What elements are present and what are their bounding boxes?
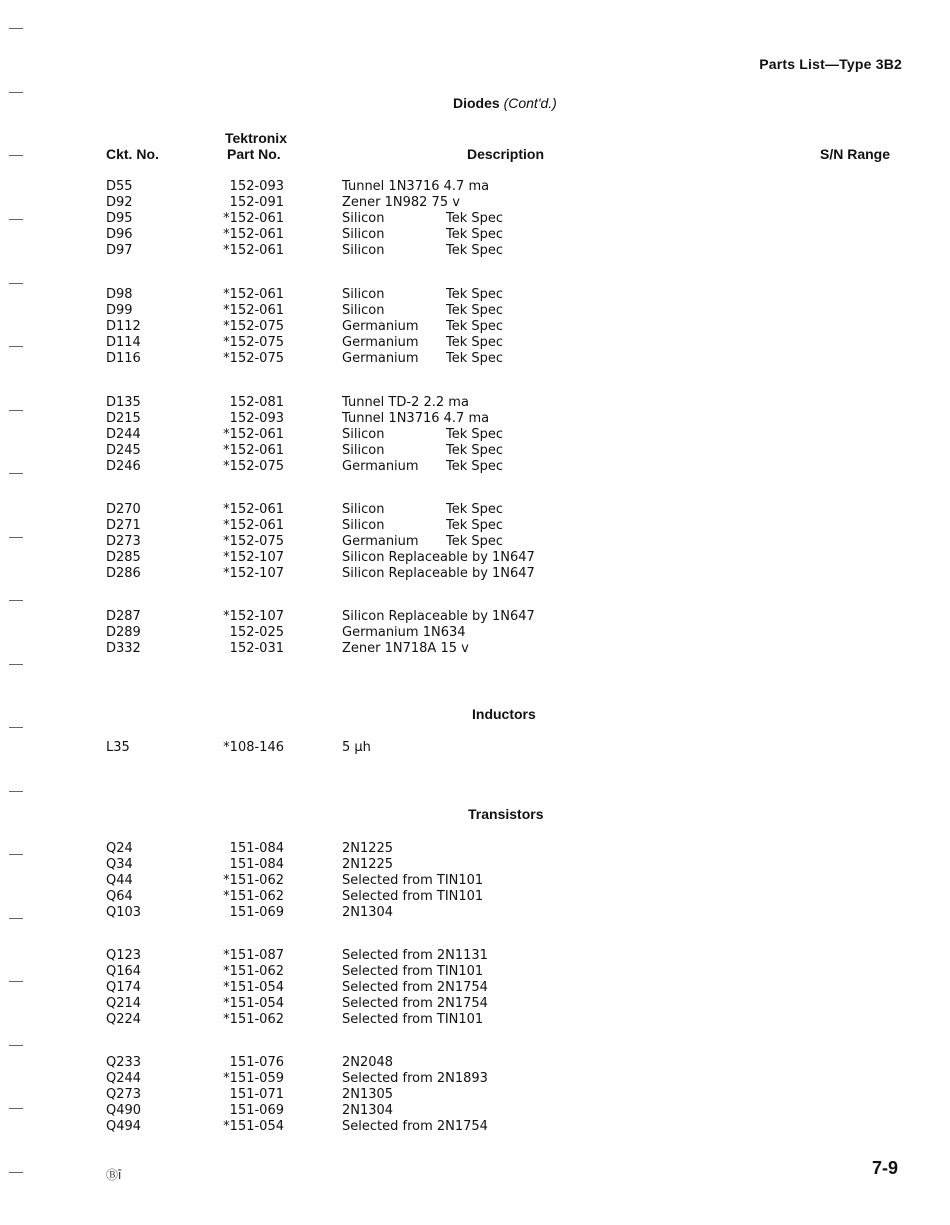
ckt-no: Q24 (106, 841, 133, 856)
table-row (0, 841, 950, 857)
ckt-no: D99 (106, 302, 133, 318)
part-no: 152-093 (229, 410, 284, 426)
table-row (0, 1103, 950, 1119)
description: Selected from 2N1754 (342, 979, 488, 995)
ckt-no: D114 (106, 334, 141, 350)
table-row (0, 319, 950, 335)
table-row (0, 625, 950, 641)
table-row (0, 948, 950, 964)
ckt-no: Q224 (106, 1011, 142, 1027)
ckt-no: D289 (106, 624, 141, 640)
column-header-tektronix: Tektronix (225, 130, 287, 146)
description: Germanium 1N634 (342, 624, 466, 640)
part-no: 152-091 (229, 194, 284, 210)
description: 2N1304 (342, 1102, 394, 1118)
margin-mark (9, 1045, 23, 1046)
description: Silicon (342, 502, 385, 517)
description-spec: Tek Spec (446, 502, 504, 517)
ckt-no: Q44 (106, 872, 133, 888)
description: Silicon (342, 426, 385, 442)
ckt-no: Q214 (106, 995, 142, 1011)
table-row (0, 1087, 950, 1103)
part-no: *151-054 (223, 995, 284, 1011)
description: Germanium (342, 458, 419, 474)
part-no: *151-054 (223, 979, 284, 995)
table-row (0, 211, 950, 227)
part-no: *152-061 (223, 426, 284, 442)
description: Silicon (342, 210, 385, 226)
description: 5 μh (342, 740, 371, 755)
ckt-no: D135 (106, 395, 141, 410)
description: Selected from 2N1131 (342, 948, 488, 963)
ckt-no: Q34 (106, 856, 133, 872)
description-spec: Tek Spec (446, 442, 504, 458)
description: Selected from TIN101 (342, 872, 484, 888)
table-row (0, 303, 950, 319)
description-spec: Tek Spec (446, 533, 504, 549)
part-no: *151-059 (223, 1070, 284, 1086)
part-no: 152-081 (229, 395, 284, 410)
part-no: 151-069 (229, 1102, 284, 1118)
page-number: 7-9 (871, 1158, 898, 1178)
description-spec: Tek Spec (446, 302, 504, 318)
part-no: 151-076 (229, 1055, 284, 1070)
part-no: *151-062 (223, 1011, 284, 1027)
ckt-no: D98 (106, 287, 133, 302)
description: Zener 1N982 75 v (342, 194, 460, 210)
table-row (0, 502, 950, 518)
table-row (0, 740, 950, 756)
description: 2N1305 (342, 1086, 394, 1102)
transistors-section-title: Transistors (468, 806, 544, 822)
column-header-part: Part No. (227, 146, 281, 162)
part-no: *152-061 (223, 287, 284, 302)
table-row (0, 427, 950, 443)
part-no: 151-084 (229, 841, 284, 856)
description-spec: Tek Spec (446, 458, 504, 474)
part-no: *152-061 (223, 502, 284, 517)
part-no: 152-025 (229, 624, 284, 640)
margin-mark (9, 1172, 23, 1173)
ckt-no: D244 (106, 426, 141, 442)
ckt-no: D245 (106, 442, 141, 458)
table-row (0, 287, 950, 303)
part-no: *151-062 (223, 963, 284, 979)
part-no: 152-093 (229, 179, 284, 194)
column-header-ckt: Ckt. No. (106, 146, 159, 162)
inductors-section-title: Inductors (472, 706, 536, 722)
description: Selected from TIN101 (342, 888, 484, 904)
section-title-sub: (Cont'd.) (503, 95, 557, 111)
description-spec: Tek Spec (446, 426, 504, 442)
ckt-no: D287 (106, 609, 141, 624)
margin-mark (9, 664, 23, 665)
description: Tunnel 1N3716 4.7 ma (342, 179, 490, 194)
description: Germanium (342, 533, 419, 549)
ckt-no: D96 (106, 226, 133, 242)
part-no: 151-069 (229, 904, 284, 920)
ckt-no: D285 (106, 549, 141, 565)
table-row (0, 518, 950, 534)
description: 2N1225 (342, 856, 394, 872)
description-spec: Tek Spec (446, 210, 504, 226)
column-header-sn-range: S/N Range (820, 146, 891, 162)
part-no: *152-075 (223, 318, 284, 334)
margin-mark (9, 283, 23, 284)
description-spec: Tek Spec (446, 517, 504, 533)
part-no: *152-061 (223, 302, 284, 318)
tektronix-logo: Ⓑī (106, 1168, 122, 1182)
diodes-section-title (453, 95, 557, 111)
description: Silicon Replaceable by 1N647 (342, 565, 535, 581)
description: Germanium (342, 350, 419, 366)
ckt-no: D270 (106, 502, 141, 517)
table-row (0, 905, 950, 921)
part-no: *152-061 (223, 442, 284, 458)
page-header: Parts List—Type 3B2 (759, 56, 902, 72)
description-spec: Tek Spec (446, 350, 504, 366)
part-no: *152-061 (223, 226, 284, 242)
table-row (0, 964, 950, 980)
part-no: *152-061 (223, 210, 284, 226)
table-row (0, 411, 950, 427)
table-row (0, 1055, 950, 1071)
description: Germanium (342, 318, 419, 334)
description: Tunnel 1N3716 4.7 ma (342, 410, 490, 426)
part-no: *108-146 (223, 740, 284, 755)
description-spec: Tek Spec (446, 226, 504, 242)
part-no: *151-054 (223, 1118, 284, 1134)
ckt-no: D95 (106, 210, 133, 226)
part-no: 152-031 (229, 640, 284, 656)
table-row (0, 1071, 950, 1087)
table-row (0, 873, 950, 889)
part-no: *152-061 (223, 517, 284, 533)
description: Zener 1N718A 15 v (342, 640, 469, 656)
ckt-no: D97 (106, 242, 133, 258)
description: Silicon Replaceable by 1N647 (342, 549, 535, 565)
ckt-no: D271 (106, 517, 141, 533)
margin-mark (9, 92, 23, 93)
description: Selected from 2N1754 (342, 995, 488, 1011)
ckt-no: Q64 (106, 888, 133, 904)
margin-mark (9, 28, 23, 29)
part-no: *152-107 (223, 549, 284, 565)
margin-mark (9, 727, 23, 728)
table-row (0, 641, 950, 657)
table-row (0, 227, 950, 243)
ckt-no: L35 (106, 740, 130, 755)
table-row (0, 996, 950, 1012)
description: Selected from 2N1754 (342, 1118, 488, 1134)
table-row (0, 351, 950, 367)
description: Silicon (342, 242, 385, 258)
table-row (0, 1119, 950, 1135)
ckt-no: D332 (106, 640, 141, 656)
part-no: *152-107 (223, 565, 284, 581)
part-no: *152-075 (223, 458, 284, 474)
table-row (0, 179, 950, 195)
ckt-no: Q494 (106, 1118, 142, 1134)
description: Selected from TIN101 (342, 1011, 484, 1027)
ckt-no: Q174 (106, 979, 142, 995)
table-row (0, 566, 950, 582)
description: 2N1304 (342, 904, 394, 920)
description-spec: Tek Spec (446, 287, 504, 302)
ckt-no: Q490 (106, 1102, 142, 1118)
margin-mark (9, 155, 23, 156)
description: Tunnel TD-2 2.2 ma (342, 395, 469, 410)
table-row (0, 243, 950, 259)
table-row (0, 534, 950, 550)
description: Silicon Replaceable by 1N647 (342, 609, 535, 624)
description: Germanium (342, 334, 419, 350)
table-row (0, 335, 950, 351)
part-no: 151-071 (229, 1086, 284, 1102)
part-no: 151-084 (229, 856, 284, 872)
ckt-no: Q103 (106, 904, 142, 920)
description-spec: Tek Spec (446, 242, 504, 258)
table-row (0, 857, 950, 873)
description: Silicon (342, 517, 385, 533)
part-no: *151-062 (223, 872, 284, 888)
ckt-no: Q164 (106, 963, 142, 979)
ckt-no: D286 (106, 565, 141, 581)
part-no: *152-061 (223, 242, 284, 258)
margin-mark (9, 791, 23, 792)
part-no: *152-075 (223, 533, 284, 549)
table-row (0, 1012, 950, 1028)
ckt-no: D112 (106, 318, 141, 334)
ckt-no: Q273 (106, 1086, 142, 1102)
description-spec: Tek Spec (446, 318, 504, 334)
ckt-no: Q244 (106, 1070, 142, 1086)
ckt-no: D92 (106, 194, 133, 210)
table-row (0, 609, 950, 625)
column-header-description: Description (467, 146, 545, 162)
ckt-no: D246 (106, 458, 141, 474)
table-row (0, 459, 950, 475)
ckt-no: Q123 (106, 948, 142, 963)
description: Silicon (342, 226, 385, 242)
ckt-no: Q233 (106, 1055, 142, 1070)
part-no: *151-062 (223, 888, 284, 904)
ckt-no: D55 (106, 179, 133, 194)
part-no: *152-075 (223, 350, 284, 366)
description: Selected from TIN101 (342, 963, 484, 979)
section-title-text: Diodes (453, 95, 500, 111)
table-row (0, 395, 950, 411)
table-row (0, 980, 950, 996)
ckt-no: D273 (106, 533, 141, 549)
table-row (0, 889, 950, 905)
description: Silicon (342, 287, 385, 302)
description: Selected from 2N1893 (342, 1070, 488, 1086)
ckt-no: D215 (106, 410, 141, 426)
description: 2N2048 (342, 1055, 394, 1070)
description: 2N1225 (342, 841, 394, 856)
margin-mark (9, 600, 23, 601)
part-no: *152-075 (223, 334, 284, 350)
table-row (0, 195, 950, 211)
table-row (0, 550, 950, 566)
description: Silicon (342, 302, 385, 318)
ckt-no: D116 (106, 350, 141, 366)
table-row (0, 443, 950, 459)
description: Silicon (342, 442, 385, 458)
description-spec: Tek Spec (446, 334, 504, 350)
part-no: *151-087 (223, 948, 284, 963)
part-no: *152-107 (223, 609, 284, 624)
